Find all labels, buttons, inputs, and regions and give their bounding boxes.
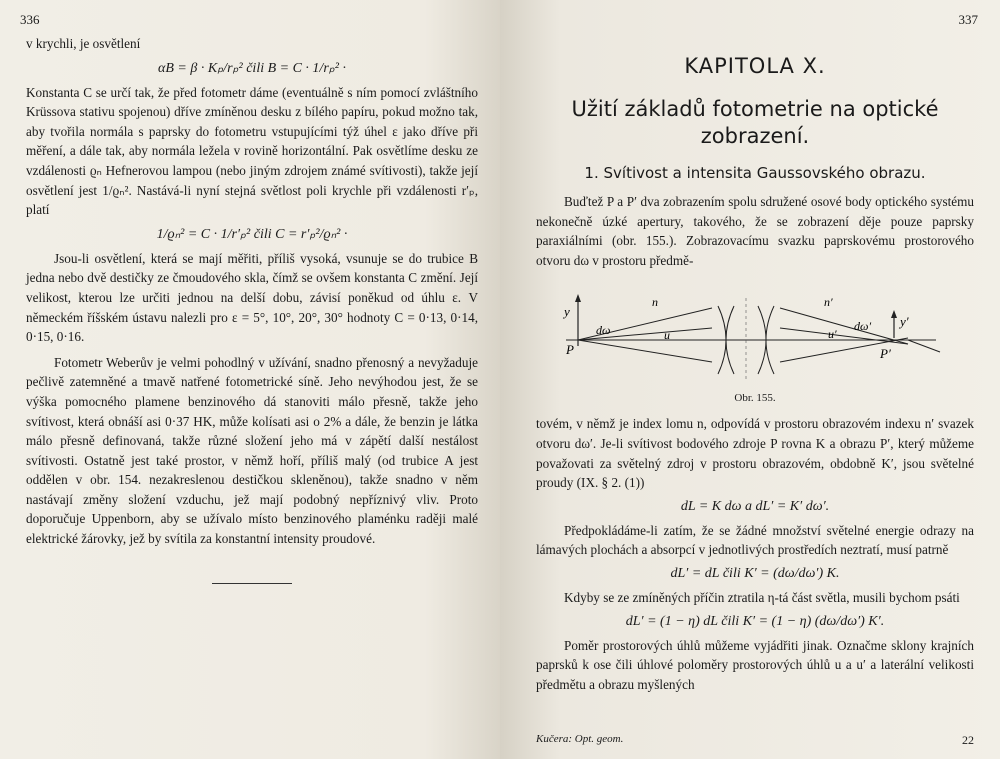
page-footer	[536, 733, 974, 745]
paragraph: Buďtež P a P′ dva zobrazením spolu sdružené osové body optického systému nekonečně úzké apertury, takového, že se zobrazení děje pouze paprsky paraxiálními (obr. 155.). Zobrazovacímu svazku paprskovému prostorového otvoru dω v prostoru předmě-	[536, 194, 974, 268]
paragraph: Předpokládáme-li zatím, že se žádné množství světelné energie odrazy na lámavých plochách a absorpcí v jednotlivých prostředích neztratí, musí patrně	[536, 522, 974, 558]
signature-mark: 22	[962, 733, 974, 747]
formula: αB = β · Kₚ/rₚ² čili B = C · 1/rₚ² ·	[158, 60, 346, 76]
chapter-heading: KAPITOLA X.	[684, 54, 826, 78]
label-P: P	[566, 342, 574, 358]
label-y-prime: y′	[900, 314, 909, 330]
paragraph: Konstanta C se určí tak, že před fotometr dáme (eventuálně s ním pomocí zvláštního Krüssova stativu spojenou) dříve zmíněnou desku z bílého papíru, pokud možno tak, aby tvořila normála s paprsky do fotometru vstupujícími týž úhel ε jako dříve při měření, a dále tak, aby normála ležela v rovině horizontální. Pak osvětlíme desku ze vzdálenosti ϱₙ Hefnerovou lampou (nebo jiným zdrojem známé svítivosti), takže její osvětlení jest 1/ϱₙ². Nastává-li nyní stejná světlost poli krychle při vzdálenosti r′ₚ, platí	[26, 84, 478, 218]
end-rule	[212, 583, 292, 584]
figure-caption: Obr. 155.	[734, 392, 776, 405]
paragraph: Kdyby se ze zmíněných příčin ztratila η-tá část světla, musili bychom psáti	[564, 589, 960, 605]
formula: dL = K dω a dL′ = K′ dω′.	[680, 498, 830, 514]
optics-diagram	[536, 278, 974, 390]
ray	[780, 308, 908, 344]
chapter-title: Užití základů fotometrie na optické zobrazení.	[571, 97, 939, 148]
image-arrowhead	[891, 310, 897, 318]
section-heading: 1. Svítivost a intensita Gaussovského obrazu.	[584, 164, 926, 182]
label-dw: dω	[596, 323, 611, 338]
paragraph: tovém, v němž je index lomu n, odpovídá v prostoru obrazovém indexu n′ svazek otvoru dω′. Je-li svítivost bodového zdroje P rovna K a obrazu P′, který můžeme považovati za světelný zdroj v prostoru obrazovém, obdobně K′, jsou světelné proudy (IX. § 2. (1))	[536, 416, 974, 491]
formula: dL′ = dL čili K′ = (dω/dω′) K.	[670, 565, 840, 581]
right-page	[500, 0, 1000, 759]
paragraph: Poměr prostorových úhlů můžeme vyjádřiti jinak. Označme sklony krajních paprsků k ose čili úhlové poloměry prostorových úhlů u a u′ a laterální velikosti předmětu a obrazu myšlených	[536, 637, 974, 692]
ray	[578, 340, 712, 362]
formula: dL′ = (1 − η) dL čili K′ = (1 − η) (dω/dω′) K′.	[625, 613, 885, 629]
label-P-prime: P′	[880, 346, 891, 362]
paragraph: Jsou-li osvětlení, která se mají měřiti, příliš vysoká, vsunuje se do trubice B jedna nebo dvě destičky ze čmoudového skla, čímž se ovšem konstanta C změní. Její velikost, kterou lze určiti jednou na delší dobu, závisí poněkud od úhlu ε. V německém říšském ústavu nalezli pro ε = 5°, 10°, 20°, 30° hodnoty C = 0·13, 0·14, 0·15, 0·16.	[26, 250, 478, 345]
label-u-prime: u′	[828, 327, 837, 342]
object-arrowhead	[575, 294, 581, 302]
page-number-right: 337	[958, 12, 978, 27]
paragraph: Fotometr Weberův je velmi pohodlný v užívání, snadno přenosný a nevyžaduje pečlivě zatemněné a tmavě natřené fotometrické síně. Jeho nevýhodou jest, že se výška pomocného plamene benzinového dá stanoviti málo přesně, takže jeho svítivost, která obnáší asi 0·37 HK, může kolísati asi o 2% a dále, že benzin je látka málo přesně definovaná, takže různé složení jeho má v zápětí další nestálost svítivosti. Ostatně jest také prostor, v němž hoří, příliš malý (od trubice A jest oddělen v obr. 154. nezakreslenou destičkou skleněnou), takže snadno v něm nastávají změny složení vzduchu, jež mají podobný nepříznivý vliv. Proto doporučuje Uppenborn, aby se užívalo místo benzinového plaménku raději malé elektrické žárovky, jež by svítila za konstantní intensity proudové.	[26, 354, 478, 547]
figure-155	[536, 278, 974, 390]
label-n-prime: n′	[824, 295, 833, 310]
text-line: v krychli, je osvětlení	[26, 36, 141, 51]
label-y: y	[564, 304, 570, 320]
label-dw-prime: dω′	[854, 319, 872, 334]
label-n: n	[652, 295, 658, 310]
ray	[908, 340, 940, 352]
label-u: u	[664, 328, 670, 343]
page-number-left: 336	[20, 12, 40, 27]
formula: 1/ϱₙ² = C · 1/r′ₚ² čili C = r′ₚ²/ϱₙ² ·	[156, 226, 348, 242]
footer-author: Kučera: Opt. geom.	[536, 733, 624, 745]
